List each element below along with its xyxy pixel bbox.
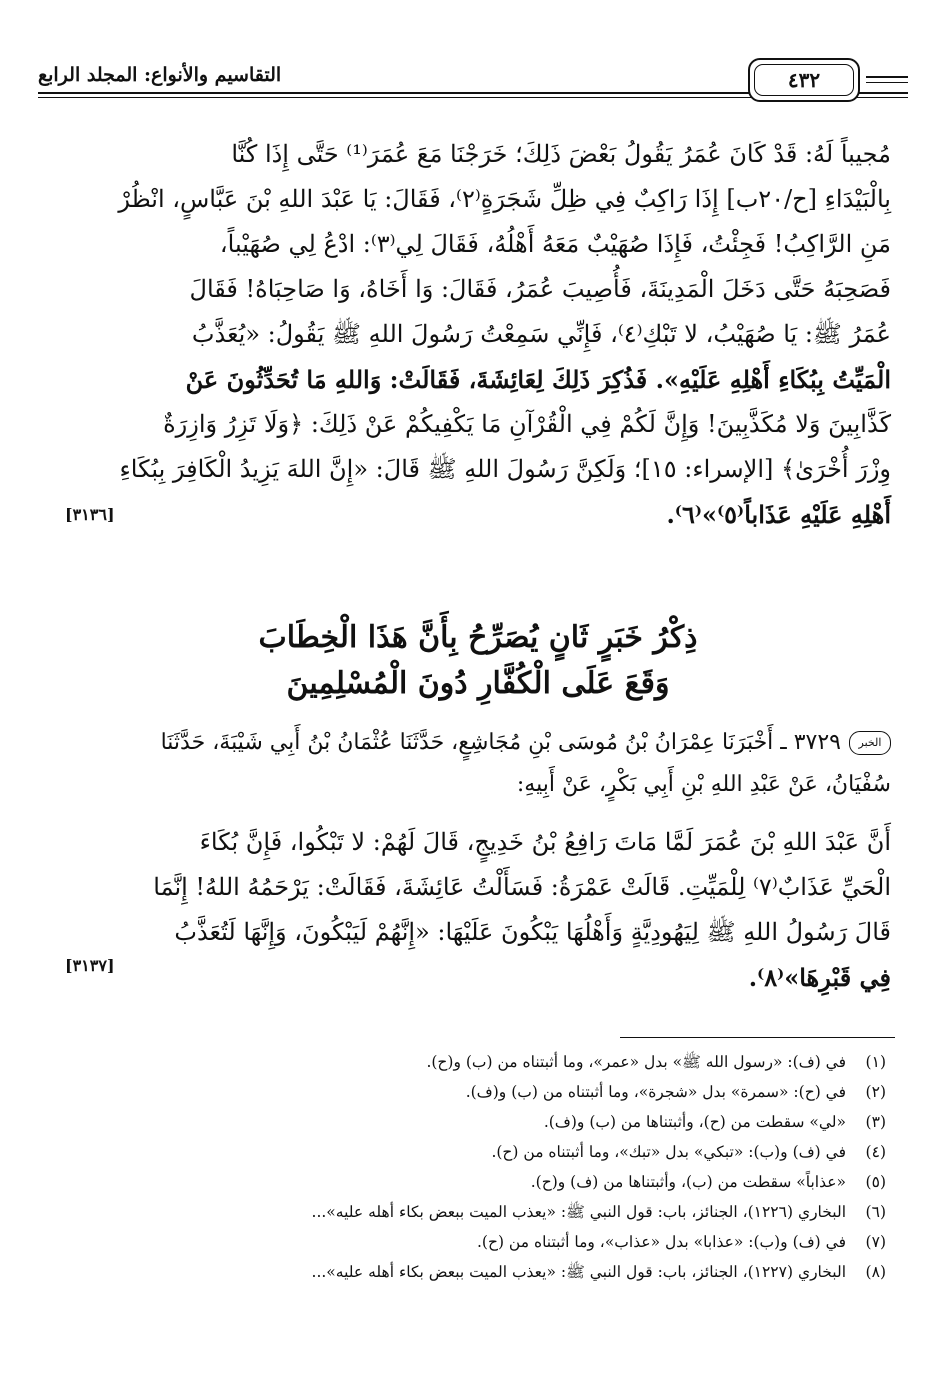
footnote: [60, 1107, 886, 1137]
footnote-text: في (ف) و(ب): «تبكي» بدل «تبك»، وما أثبتناه من (ح).: [491, 1143, 846, 1161]
footnote-number: (٥): [865, 1173, 886, 1191]
page-number-frame: [748, 58, 860, 102]
isnad-line: سُفْيَانُ، عَنْ عَبْدِ اللهِ بْنِ أَبِي بَكْرٍ، عَنْ أَبِيهِ:: [516, 772, 891, 797]
footnote: [60, 1227, 886, 1257]
footnote-text: في (ح): «سمرة» بدل «شجرة»، وما أثبتناه من (ب) و(ف).: [465, 1083, 846, 1101]
hadith-isnad: [65, 722, 891, 806]
footnote-text: البخاري (١٢٢٦)، الجنائز، باب: قول النبي ﷺ: «يعذب الميت ببعض بكاء أهله عليه»...: [311, 1203, 846, 1221]
text-line: الْحَيِّ عَذَابٌ⁽٧⁾ لِلْمَيِّتِ. قَالَتْ عَمْرَةُ: فَسَأَلْتُ عَائِشَةَ، فَقَالَتْ: يَرْحَمُهُ اللهُ! إِنَّمَا: [153, 873, 891, 901]
footnote-number: (٨): [865, 1263, 886, 1281]
text-line: فَصَحِبَهُ حَتَّى دَخَلَ الْمَدِينَةَ، فَأُصِيبَ عُمَرُ، فَقَالَ: وَا أَخَاهُ، وَا صَاحِبَاهُ! فَقَالَ: [189, 275, 891, 303]
footnote-text: البخاري (١٢٢٧)، الجنائز، باب: قول النبي ﷺ: «يعذب الميت ببعض بكاء أهله عليه»...: [311, 1263, 846, 1281]
footnote-number: (٣): [865, 1113, 886, 1131]
text-line: الْمَيِّتُ بِبُكَاءِ أَهْلِهِ عَلَيْهِ». فَذُكِرَ ذَلِكَ لِعَائِشَةَ، فَقَالَتْ: وَاللهِ مَا تُحَدِّثُونَ عَنْ: [185, 365, 891, 394]
text-line: وِزْرَ أُخْرَىٰ﴾ [الإسراء: ١٥]؛ وَلَكِنَّ رَسُولَ اللهِ ﷺ قَالَ: «إِنَّ اللهَ يَزِيدُ الْكَافِرَ بِبُكَاءِ: [119, 455, 891, 483]
footnote: [60, 1077, 886, 1107]
text-line: [65, 955, 891, 1000]
hadith-reference: [٣١٣٦]: [65, 505, 115, 524]
footnote-text: «عذاباً» سقطت من (ب)، وأثبتناها من (ف) و(ح).: [530, 1173, 846, 1191]
footnotes: [60, 1047, 886, 1287]
page-header: [38, 58, 908, 104]
hadith-marker-icon: الخبر: [849, 731, 891, 755]
isnad-text: ٣٧٢٩ ـ أَخْبَرَنَا عِمْرَانُ بْنُ مُوسَى بْنِ مُجَاشِعٍ، حَدَّثَنَا عُثْمَانُ بْنُ أَبِي شَيْبَةَ، حَدَّثَنَا: [160, 730, 841, 755]
text-line: [65, 492, 891, 537]
header-rule-right: [866, 76, 908, 78]
page-number: ٤٣٢: [754, 64, 854, 96]
text-line: قَالَ رَسُولُ اللهِ ﷺ لِيَهُودِيَّةٍ وَأَهْلُهَا يَبْكُونَ عَلَيْهَا: «إِنَّهُمْ لَيَبْكُونَ، وَإِنَّهَا لَتُعَذَّبُ: [174, 918, 891, 946]
text-line: مَنِ الرَّاكِبُ! فَجِئْتُ، فَإِذَا صُهَيْبٌ مَعَهُ أَهْلُهُ، فَقَالَ لِي⁽٣⁾: ادْعُ لِي صُهَيْباً،: [219, 230, 891, 258]
text-line: بِالْبَيْدَاءِ [ح/٢٠ب] إِذَا رَاكِبٌ فِي ظِلِّ شَجَرَةٍ⁽٢⁾، فَقَالَ: يَا عَبْدَ اللهِ بْنَ عَبَّاسٍ، انْظُرْ: [118, 185, 891, 213]
text-line: كَذَّابِينَ وَلا مُكَذَّبِينَ! وَإِنَّ لَكُمْ فِي الْقُرْآنِ مَا يَكْفِيكُمْ عَنْ ذَلِكَ: ﴿وَلَا تَزِرُ وَازِرَةٌ: [163, 410, 891, 438]
footnote: [60, 1047, 886, 1077]
footnote-text: في (ف): «رسول الله ﷺ» بدل «عمر»، وما أثبتناه من (ب) و(ح).: [426, 1053, 846, 1071]
footnote-number: (٧): [865, 1233, 886, 1251]
footnote: [60, 1197, 886, 1227]
text-line: مُجيباً لَهُ: قَدْ كَانَ عُمَرُ يَقُولُ بَعْضَ ذَلِكَ؛ خَرَجْنَا مَعَ عُمَرَ⁽¹⁾ حَتَّى إِذَا كُنَّا: [231, 140, 891, 168]
footnote-number: (٦): [865, 1203, 886, 1221]
heading-line: ذِكْرُ خَبَرٍ ثَانٍ يُصَرِّحُ بِأَنَّ هَذَا الْخِطَابَ: [258, 620, 698, 655]
section-heading: [65, 615, 891, 707]
footnote-text: «لي» سقطت من (ح)، وأثبتناها من (ب) و(ف).: [543, 1113, 846, 1131]
running-title: التقاسيم والأنواع: المجلد الرابع: [38, 64, 282, 86]
footnote-number: (٤): [865, 1143, 886, 1161]
footnote-text: في (ف) و(ب): «عذابا» بدل «عذاب»، وما أثبتناه من (ح).: [476, 1233, 846, 1251]
text-line-content: أَهْلِهِ عَلَيْهِ عَذَاباً⁽٥⁾»⁽٦⁾.: [666, 500, 891, 529]
text-line-content: فِي قَبْرِهَا»⁽٨⁾.: [748, 963, 891, 992]
footnote: [60, 1167, 886, 1197]
paragraph-1: [65, 132, 891, 537]
text-line: أَنَّ عَبْدَ اللهِ بْنَ عُمَرَ لَمَّا مَاتَ رَافِعُ بْنُ خَدِيجٍ، قَالَ لَهُمْ: لا تَبْكُوا، فَإِنَّ بُكَاءَ: [199, 828, 891, 856]
footnote: [60, 1137, 886, 1167]
text-line: عُمَرُ ﷺ: يَا صُهَيْبُ، لا تَبْكِ⁽٤⁾، فَإِنِّي سَمِعْتُ رَسُولَ اللهِ ﷺ يَقُولُ: «يُعَذَّبُ: [191, 320, 891, 348]
footnote: [60, 1257, 886, 1287]
footnote-number: (١): [865, 1053, 886, 1071]
header-rule-right-thin: [866, 82, 908, 83]
isnad-line: [65, 722, 891, 764]
hadith-reference: [٣١٣٧]: [65, 956, 115, 975]
hadith-matn: [65, 820, 891, 1000]
footnote-number: (٢): [865, 1083, 886, 1101]
heading-line: وَقَعَ عَلَى الْكُفَّارِ دُونَ الْمُسْلِمِينَ: [286, 666, 670, 701]
footnote-separator: [620, 1037, 895, 1038]
